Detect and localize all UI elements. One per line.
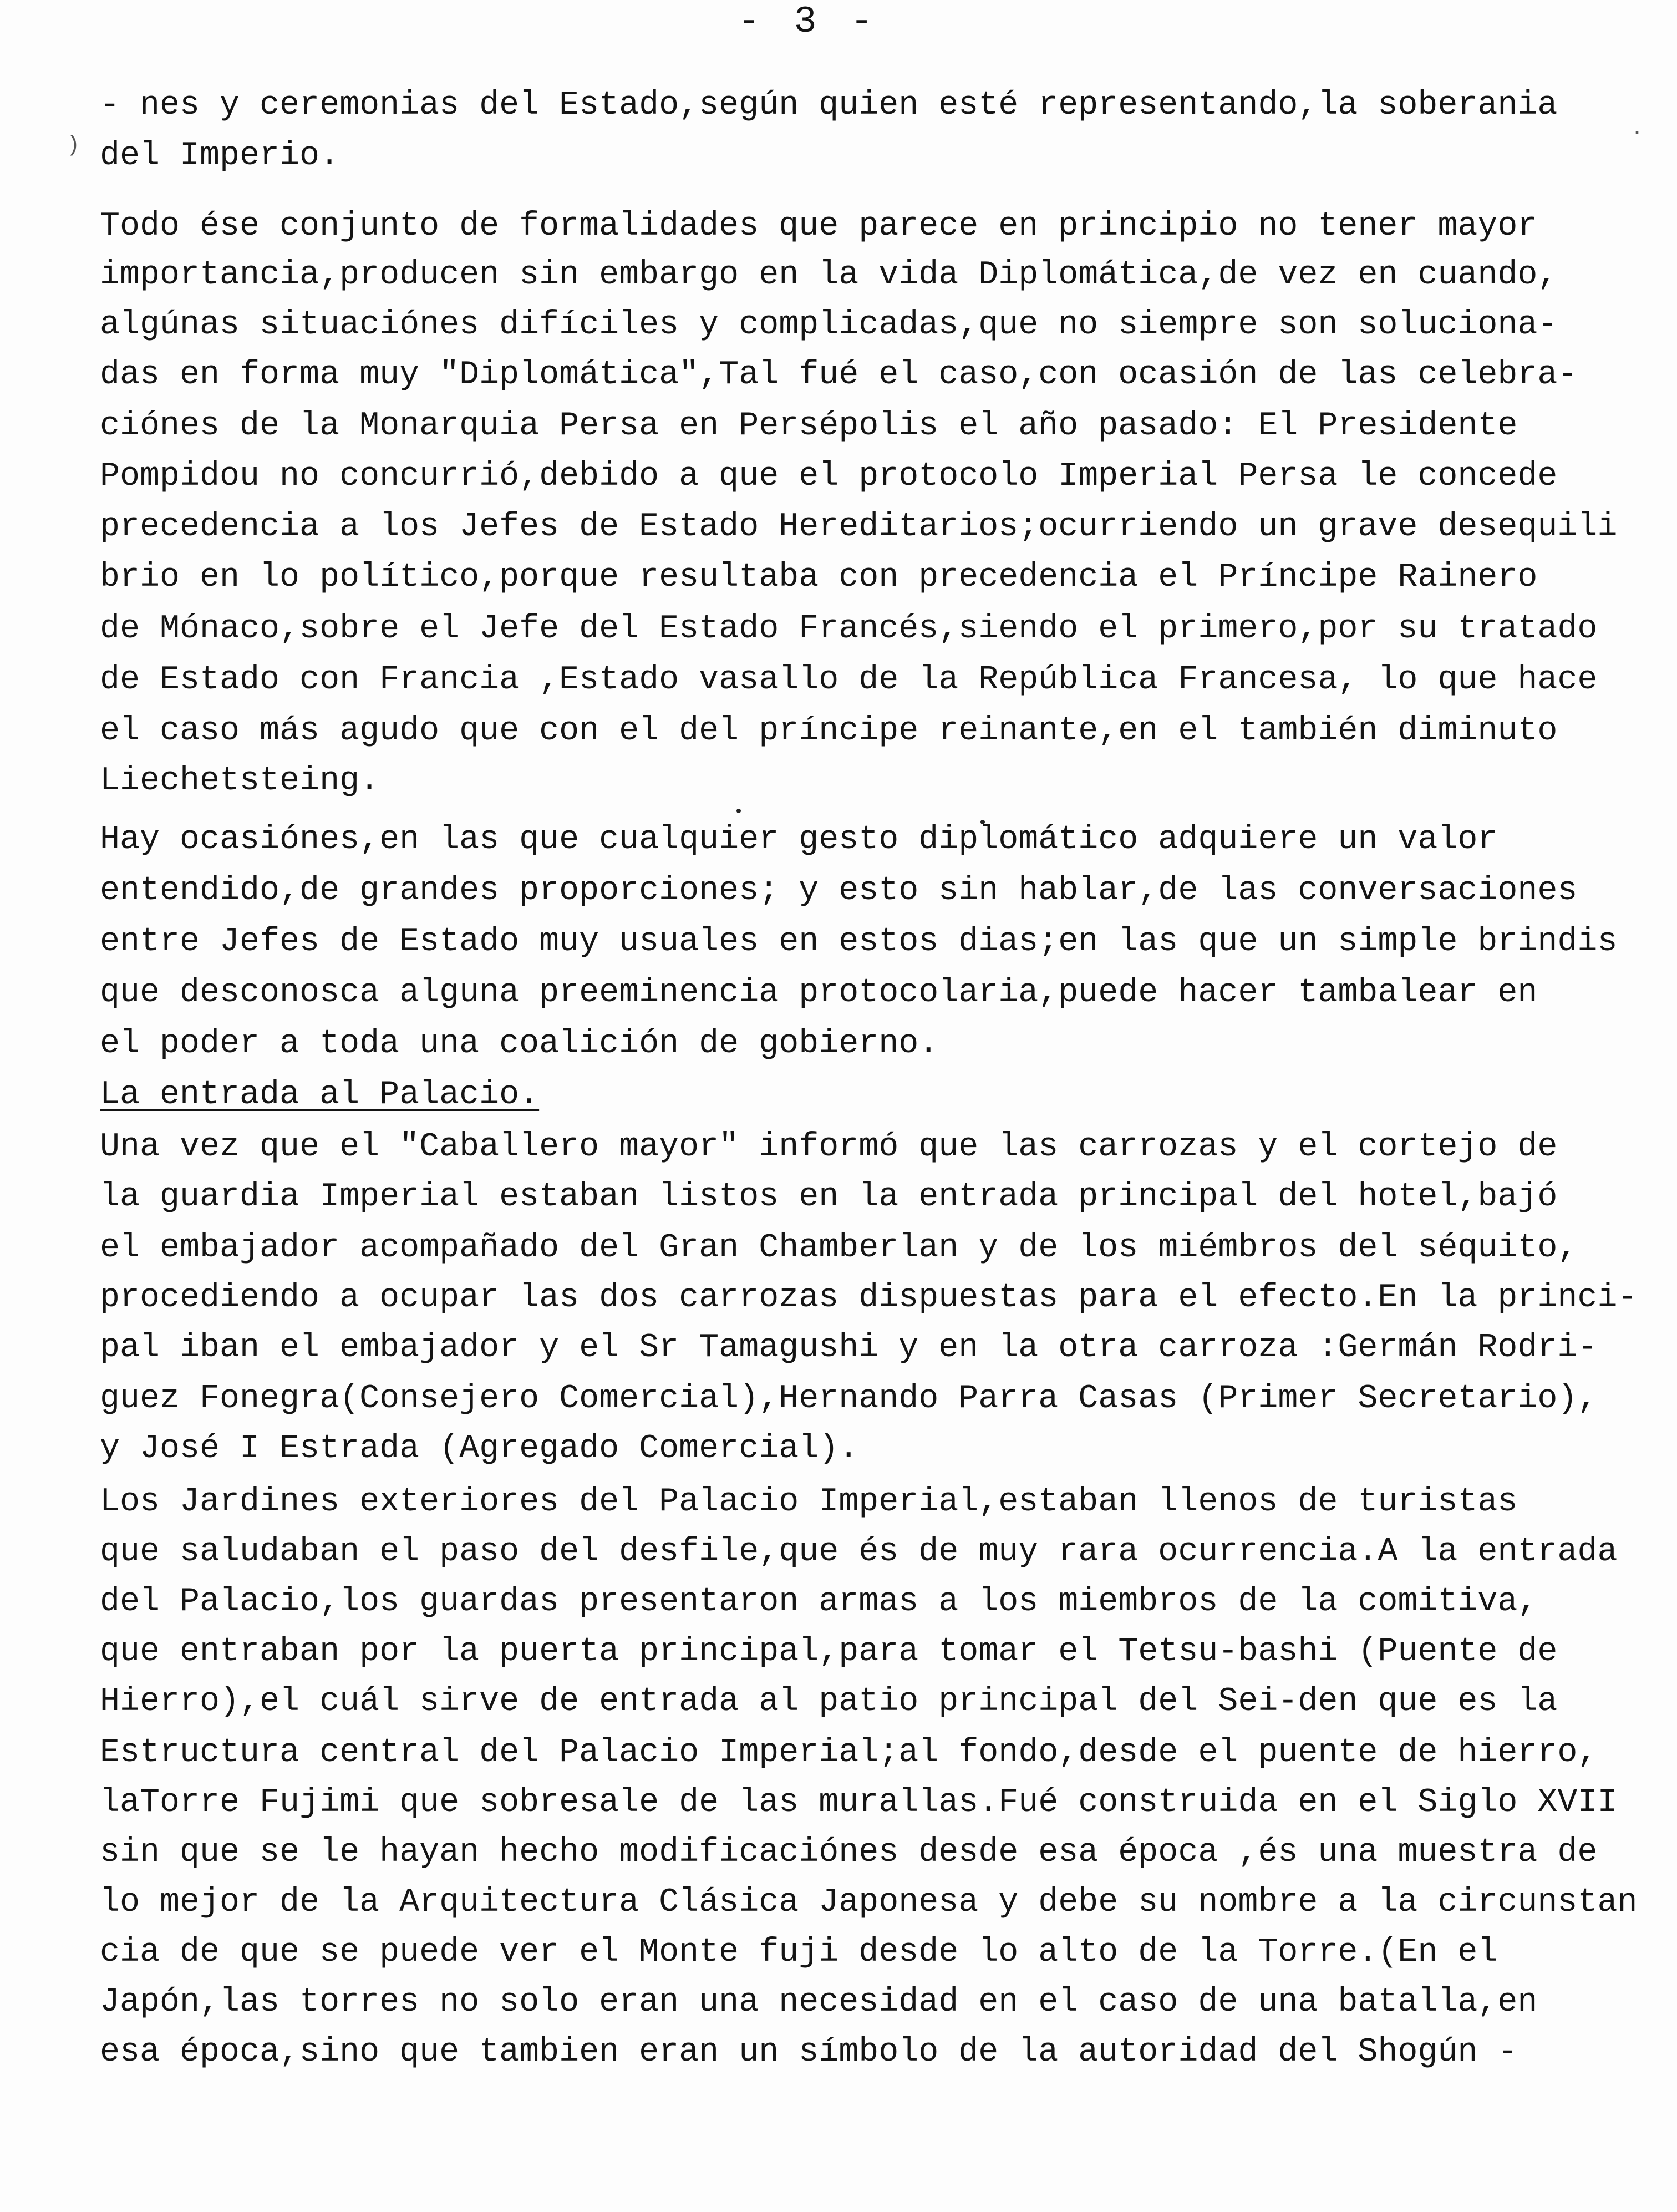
text-line: Todo ése conjunto de formalidades que parece en principio no tener mayor <box>100 207 1538 245</box>
text-line: pal iban el embajador y el Sr Tamagushi y en la otra carroza :Germán Rodri- <box>100 1329 1598 1367</box>
text-line: Hay ocasiónes,en las que cualquier gesto diplomático adquiere un valor <box>100 821 1498 859</box>
text-line: entre Jefes de Estado muy usuales en estos dias;en las que un simple brindis <box>100 923 1618 961</box>
text-line: sin que se le hayan hecho modificaciónes desde esa época ,és una muestra de <box>100 1834 1598 1871</box>
text-line: ciónes de la Monarquia Persa en Persépolis el año pasado: El Presidente <box>100 407 1518 445</box>
text-line: el poder a toda una coalición de gobierno. <box>100 1025 939 1063</box>
text-line: esa época,sino que tambien eran un símbolo de la autoridad del Shogún - <box>100 2033 1518 2071</box>
text-line: lo mejor de la Arquitectura Clásica Japonesa y debe su nombre a la circunstan <box>100 1884 1638 1921</box>
margin-mark: . <box>1630 116 1644 141</box>
text-line: importancia,producen sin embargo en la vida Diplomática,de vez en cuando, <box>100 256 1558 294</box>
text-line: del Palacio,los guardas presentaron armas a los miembros de la comitiva, <box>100 1583 1538 1621</box>
text-line: Liechetsteing. <box>100 762 380 800</box>
margin-mark: ) <box>67 133 80 158</box>
text-line: precedencia a los Jefes de Estado Hereditarios;ocurriendo un grave desequili <box>100 508 1618 546</box>
section-heading: La entrada al Palacio. <box>100 1076 540 1114</box>
text-line: das en forma muy "Diplomática",Tal fué el caso,con ocasión de las celebra- <box>100 356 1578 394</box>
text-line: la guardia Imperial estaban listos en la entrada principal del hotel,bajó <box>100 1178 1558 1216</box>
text-line: algúnas situaciónes difíciles y complicadas,que no siempre son soluciona- <box>100 306 1558 344</box>
text-line: el caso más agudo que con el del príncipe reinante,en el también diminuto <box>100 712 1558 750</box>
text-line: que desconosca alguna preeminencia protocolaria,puede hacer tambalear en <box>100 974 1538 1012</box>
text-line: laTorre Fujimi que sobresale de las murallas.Fué construida en el Siglo XVII <box>100 1784 1618 1822</box>
text-line: de Estado con Francia ,Estado vasallo de la República Francesa, lo que hace <box>100 661 1598 699</box>
text-line: que entraban por la puerta principal,para tomar el Tetsu-bashi (Puente de <box>100 1633 1558 1671</box>
page-number: - 3 - <box>738 1 879 43</box>
text-line: - nes y ceremonias del Estado,según quien esté representando,la soberania <box>100 87 1558 124</box>
text-line: Los Jardines exteriores del Palacio Imperial,estaban llenos de turistas <box>100 1483 1518 1521</box>
text-line: y José I Estrada (Agregado Comercial). <box>100 1430 859 1468</box>
text-line: el embajador acompañado del Gran Chamberlan y de los miémbros del séquito, <box>100 1229 1578 1267</box>
text-line: Hierro),el cuál sirve de entrada al patio principal del Sei-den que es la <box>100 1683 1558 1721</box>
text-line: que saludaban el paso del desfile,que és de muy rara ocurrencia.A la entrada <box>100 1533 1618 1571</box>
text-line: guez Fonegra(Consejero Comercial),Hernando Parra Casas (Primer Secretario), <box>100 1380 1598 1418</box>
text-line: procediendo a ocupar las dos carrozas dispuestas para el efecto.En la princi- <box>100 1279 1638 1317</box>
ink-speck <box>736 809 741 813</box>
text-line: del Imperio. <box>100 137 340 175</box>
text-line: Pompidou no concurrió,debido a que el protocolo Imperial Persa le concede <box>100 458 1558 495</box>
text-line: Japón,las torres no solo eran una necesidad en el caso de una batalla,en <box>100 1983 1538 2021</box>
text-line: cia de que se puede ver el Monte fuji desde lo alto de la Torre.(En el <box>100 1934 1498 1971</box>
text-line: brio en lo político,porque resultaba con precedencia el Príncipe Rainero <box>100 559 1538 596</box>
text-line: Estructura central del Palacio Imperial;al fondo,desde el puente de hierro, <box>100 1734 1598 1772</box>
text-line: Una vez que el "Caballero mayor" informó que las carrozas y el cortejo de <box>100 1128 1558 1166</box>
text-line: de Mónaco,sobre el Jefe del Estado Francés,siendo el primero,por su tratado <box>100 610 1598 648</box>
text-line: entendido,de grandes proporciones; y esto sin hablar,de las conversaciones <box>100 872 1578 910</box>
